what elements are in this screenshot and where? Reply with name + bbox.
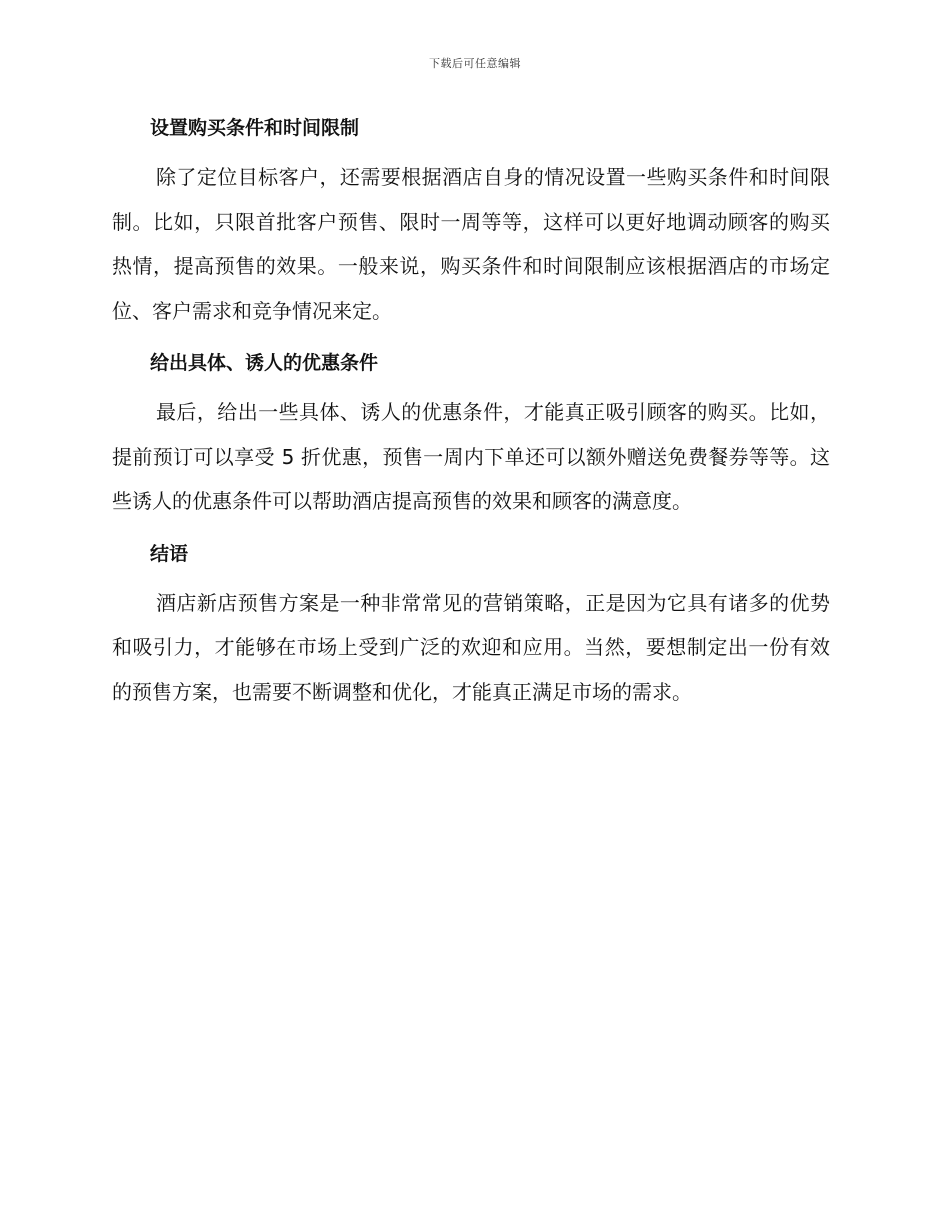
section-discount-conditions (112, 347, 830, 524)
section-paragraph: 最后，给出一些具体、诱人的优惠条件，才能真正吸引顾客的购买。比如，提前预订可以享受 5 折优惠，预售一周内下单还可以额外赠送免费餐券等等。这些诱人的优惠条件可以帮助酒店提高预售的效果和顾客的满意度。 (112, 400, 830, 513)
section-heading: 给出具体、诱人的优惠条件 (150, 352, 379, 374)
section-paragraph: 酒店新店预售方案是一种非常常见的营销策略，正是因为它具有诸多的优势和吸引力，才能够在市场上受到广泛的欢迎和应用。当然，要想制定出一份有效的预售方案，也需要不断调整和优化，才能真正满足市场的需求。 (112, 590, 830, 704)
section-heading: 结语 (150, 542, 189, 565)
section-paragraph: 除了定位目标客户，还需要根据酒店自身的情况设置一些购买条件和时间限制。比如，只限首批客户预售、限时一周等等，这样可以更好地调动顾客的购买热情，提高预售的效果。一般来说，购买条件和时间限制应该根据酒店的市场定位、客户需求和竞争情况来定。 (112, 165, 830, 323)
section-heading: 设置购买条件和时间限制 (150, 117, 360, 139)
section-conclusion (112, 538, 830, 715)
page-header-note: 下载后可任意编辑 (429, 57, 521, 70)
document-body (112, 112, 830, 714)
section-purchase-conditions (112, 112, 830, 333)
